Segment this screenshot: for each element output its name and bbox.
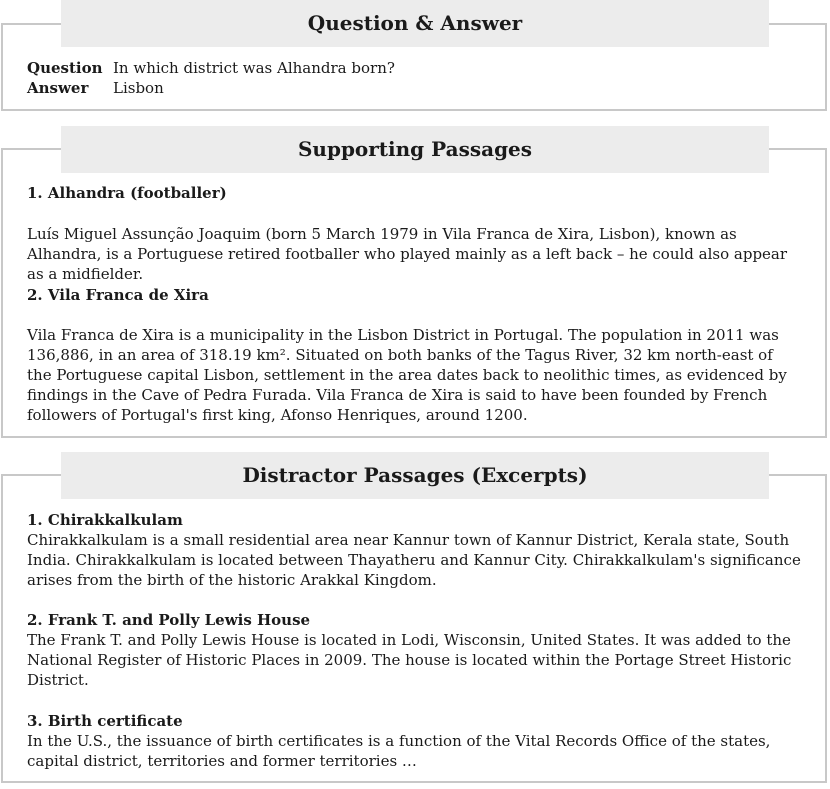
question-text: In which district was Alhandra born? xyxy=(113,59,395,77)
answer-label: Answer xyxy=(27,79,89,97)
supporting-header: Supporting Passages xyxy=(61,126,769,173)
supporting-passage-title: 2. Vila Franca de Xira xyxy=(27,286,209,304)
answer-text: Lisbon xyxy=(113,79,164,97)
question-row xyxy=(27,58,395,78)
supporting-passage-text: Luís Miguel Assunção Joaquim (born 5 March 1979 in Vila Franca de Xira, Lisbon), known as Alhandra, is a Portuguese retired footballer who played mainly as a left back – he could also appear as a midfielder. xyxy=(27,225,788,283)
distractor-passage-text: In the U.S., the issuance of birth certificates is a function of the Vital Records Office of the states, capital district, territories and former territories … xyxy=(27,732,771,770)
distractor-passage-title: 3. Birth certificate xyxy=(27,712,183,730)
supporting-passage-text: Vila Franca de Xira is a municipality in the Lisbon District in Portugal. The population in 2011 was 136,886, in an area of 318.19 km². Situated on both banks of the Tagus River, 32 km north-east of the Portuguese capital Lisbon, settlement in the area dates back to neolithic times, as evidenced by findings in the Cave of Pedra Furada. Vila Franca de Xira is said to have been founded by French followers of Portugal's first king, Afonso Henriques, around 1200. xyxy=(27,326,787,424)
distractor-passage-title: 1. Chirakkalkulam xyxy=(27,511,183,529)
distractor-header: Distractor Passages (Excerpts) xyxy=(61,452,769,499)
qa-header: Question & Answer xyxy=(61,0,769,47)
question-label: Question xyxy=(27,59,103,77)
distractor-passage-title: 2. Frank T. and Polly Lewis House xyxy=(27,611,311,629)
distractor-passage-text: The Frank T. and Polly Lewis House is located in Lodi, Wisconsin, United States. It was added to the National Register of Historic Places in 2009. The house is located within the Portage Street Historic District. xyxy=(27,631,792,689)
supporting-passage-title: 1. Alhandra (footballer) xyxy=(27,184,227,202)
answer-row xyxy=(27,78,164,98)
distractor-passage-text: Chirakkalkulam is a small residential area near Kannur town of Kannur District, Kerala state, South India. Chirakkalkulam is located between Thayatheru and Kannur City. Chirakkalkulam's significance arises from the birth of the historic Arakkal Kingdom. xyxy=(27,531,801,589)
